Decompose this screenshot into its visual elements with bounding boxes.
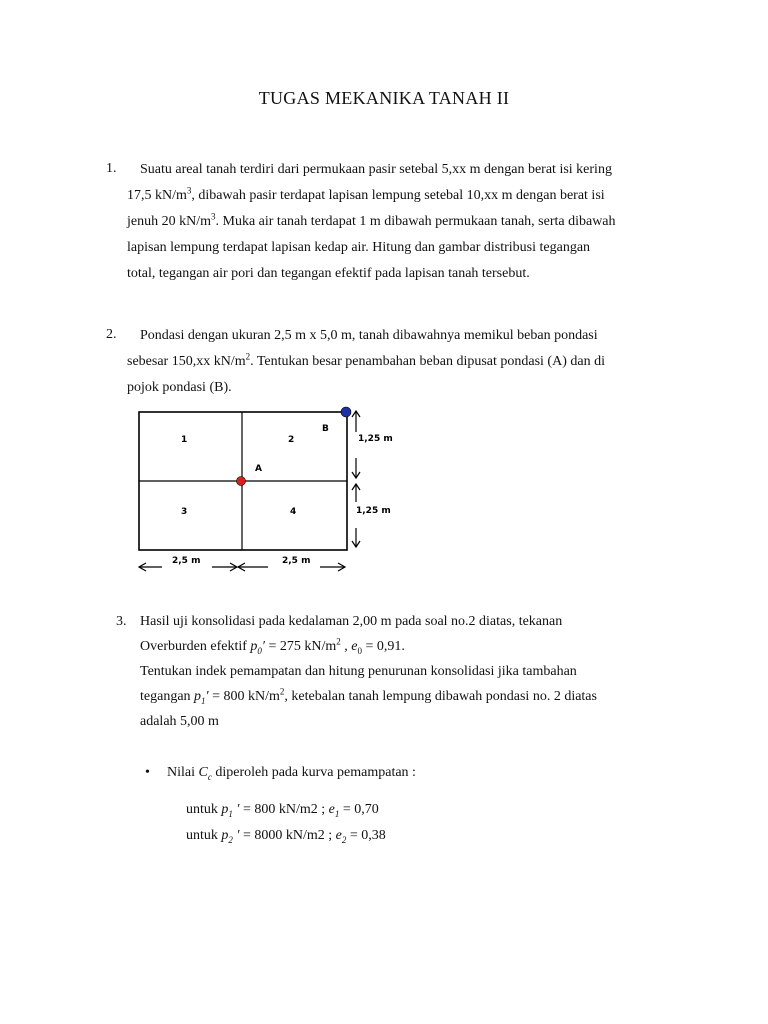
quadrant-label-4: 4 <box>290 507 297 517</box>
q3-line-4: tegangan $p_1' = 800$ $kN/m^2$, ketebalan tanah lempung dibawah pondasi no. 2 diatas <box>140 686 597 706</box>
q3-result-2: untuk $p_2$ ′ = 8000 kN/m2 ; $e_2 = 0,38$ <box>186 828 386 845</box>
dim-bottom-right-label: 2,5 m <box>282 556 311 566</box>
q2-line-1: Pondasi dengan ukuran 2,5 m x 5,0 m, tanah dibawahnya memikul beban pondasi <box>140 328 598 343</box>
point-b-label: B <box>322 424 329 434</box>
q2-text <box>127 323 675 401</box>
bullet-icon: • <box>145 765 150 780</box>
point-b-marker <box>341 407 351 417</box>
q3-line-2: Overburden efektif $p_0' = 275$ $kN/m^2$ , $e_0 = 0,91$. <box>140 636 405 656</box>
q3-line-5: adalah 5,00 m <box>140 714 219 729</box>
q1-line-1: Suatu areal tanah terdiri dari permukaan pasir setebal 5,xx m dengan berat isi kering <box>140 162 612 177</box>
q2-number: 2. <box>106 327 117 342</box>
q3-number: 3. <box>116 614 127 629</box>
q1-text <box>127 157 675 287</box>
q2-line-3: pojok pondasi (B). <box>127 380 232 395</box>
q1-number: 1. <box>106 161 117 176</box>
dim-bottom-left-label: 2,5 m <box>172 556 201 566</box>
quadrant-label-1: 1 <box>181 435 188 445</box>
quadrant-label-2: 2 <box>288 435 295 445</box>
point-a-marker <box>237 477 246 486</box>
q1-line-5: total, tegangan air pori dan tegangan efektif pada lapisan tanah tersebut. <box>127 266 530 281</box>
page-title: TUGAS MEKANIKA TANAH II <box>258 88 510 108</box>
point-a-label: A <box>255 464 262 474</box>
foundation-diagram <box>130 400 393 580</box>
q1-line-3: jenuh 20 $kN/m^3$. Muka air tanah terdapat 1 m dibawah permukaan tanah, serta dibawah <box>127 211 616 229</box>
q2-line-2: sebesar 150,xx $kN/m^2$. Tentukan besar penambahan beban dipusat pondasi (A) dan di <box>127 351 605 369</box>
q3-line-3: Tentukan indek pemampatan dan hitung penurunan konsolidasi jika tambahan <box>140 664 577 679</box>
quadrant-label-3: 3 <box>181 507 188 517</box>
q3-bullet-text: Nilai $C_c$ diperoleh pada kurva pemampatan : <box>167 765 416 782</box>
q3-line-1: Hasil uji konsolidasi pada kedalaman 2,00 m pada soal no.2 diatas, tekanan <box>140 614 563 629</box>
dim-right-bottom-label: 1,25 m <box>356 506 391 516</box>
q1-line-2: 17,5 $kN/m^3$, dibawah pasir terdapat lapisan lempung setebal 10,xx m dengan berat isi <box>127 185 605 203</box>
dim-right-top-label: 1,25 m <box>358 434 393 444</box>
dimension-arrows-right <box>352 411 360 547</box>
q3-result-1: untuk $p_1$ ′ = 800 kN/m2 ; $e_1 = 0,70$ <box>186 802 379 819</box>
q1-line-4: lapisan lempung terdapat lapisan kedap air. Hitung dan gambar distribusi tegangan <box>127 240 591 255</box>
dimension-arrows-bottom <box>139 563 345 571</box>
